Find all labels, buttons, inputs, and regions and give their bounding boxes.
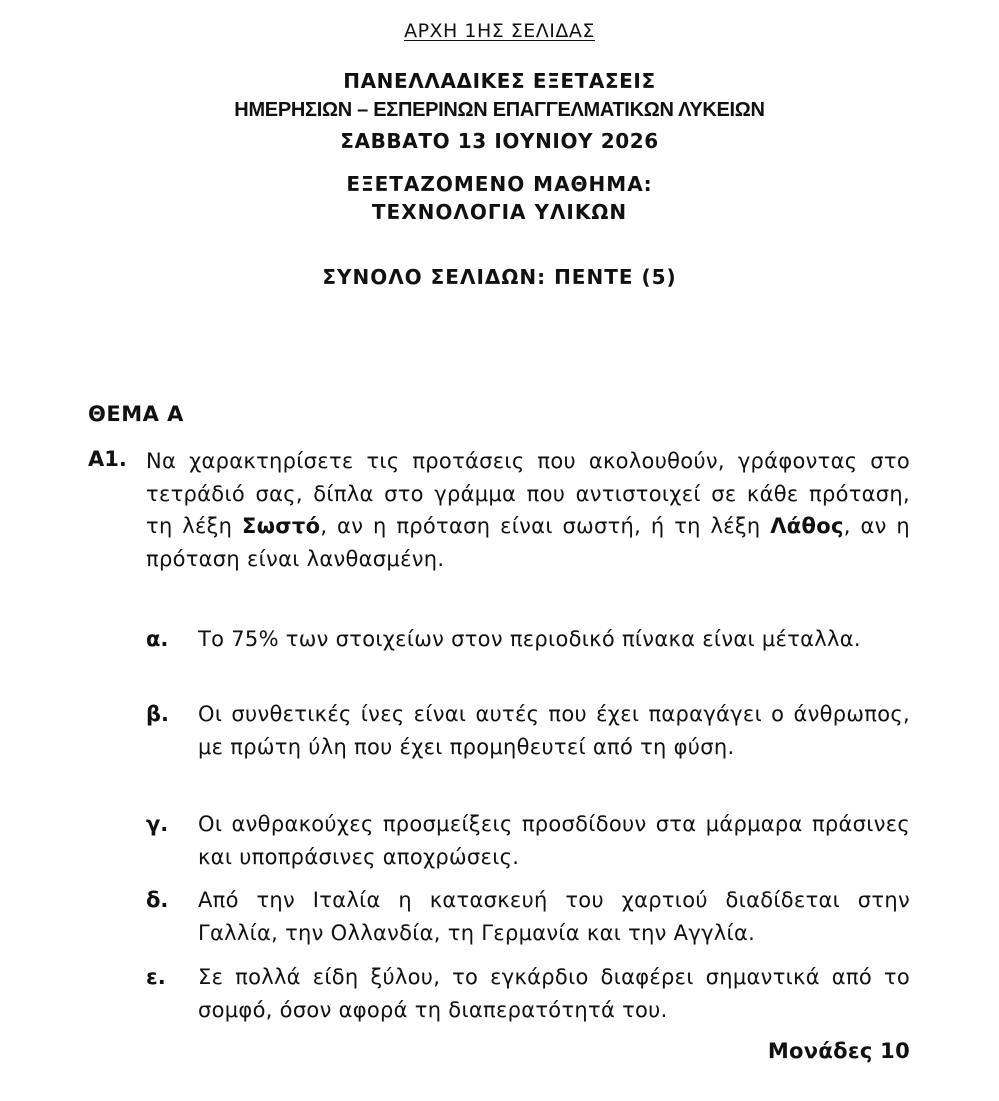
question-text-part3: , αν η πρόταση είναι λανθασμένη. (146, 514, 910, 571)
school-type: ΗΜΕΡΗΣΙΩΝ – ΕΣΠΕΡΙΝΩΝ ΕΠΑΓΓΕΛΜΑΤΙΚΩΝ ΛΥΚΕΙΩΝ (234, 99, 765, 121)
question-text (146, 445, 910, 575)
section-title: ΘΕΜΑ Α (88, 402, 184, 426)
question-label: Α1. (88, 447, 127, 471)
statement-text: Οι συνθετικές ίνες είναι αυτές που έχει παραγάγει ο άνθρωπος, με πρώτη ύλη που έχει προμηθευτεί από τη φύση. (198, 702, 910, 759)
statement-item (146, 623, 910, 656)
subject-name: ΤΕΧΝΟΛΟΓΙΑ ΥΛΙΚΩΝ (371, 200, 628, 224)
question-text-part1: Να χαρακτηρίσετε τις προτάσεις που ακολουθούν, γράφοντας στο τετράδιό σας, δίπλα στο γράμμα που αντιστοιχεί σε κάθε πρόταση, τη λέξη (146, 449, 910, 538)
marks-label: Μονάδες 10 (767, 1039, 910, 1063)
exam-date: ΣΑΒΒΑΤΟ 13 ΙΟΥΝΙΟΥ 2026 (340, 129, 659, 153)
statement-text: Οι ανθρακούχες προσμείξεις προσδίδουν στα μάρμαρα πράσινες και υποπράσινες αποχρώσεις. (198, 812, 910, 869)
statement-letter: β. (146, 702, 170, 726)
subject-label: ΕΞΕΤΑΖΟΜΕΝΟ ΜΑΘΗΜΑ: (346, 172, 653, 196)
statement-item (146, 808, 910, 873)
statement-text: Το 75% των στοιχείων στον περιοδικό πίνακα είναι μέταλλα. (198, 627, 861, 651)
statement-item (146, 884, 910, 949)
statement-item (146, 698, 910, 763)
word-true: Σωστό (242, 514, 321, 538)
statement-text: Σε πολλά είδη ξύλου, το εγκάρδιο διαφέρει σημαντικά από το σομφό, όσον αφορά τη διαπερατότητά του. (198, 965, 910, 1022)
statement-letter: γ. (146, 812, 169, 836)
question-text-part2: , αν η πρόταση είναι σωστή, ή τη λέξη (320, 514, 771, 538)
statement-item (146, 961, 910, 1026)
total-pages: ΣΥΝΟΛΟ ΣΕΛΙΔΩΝ: ΠΕΝΤΕ (5) (322, 265, 677, 289)
statement-letter: ε. (146, 965, 166, 989)
page-start-marker: ΑΡΧΗ 1ΗΣ ΣΕΛΙΔΑΣ (404, 20, 595, 42)
statement-text: Από την Ιταλία η κατασκευή του χαρτιού διαδίδεται στην Γαλλία, την Ολλανδία, τη Γερμανία και την Αγγλία. (198, 888, 910, 945)
statement-letter: α. (146, 627, 169, 651)
word-false: Λάθος (770, 514, 844, 538)
statement-letter: δ. (146, 888, 169, 912)
exam-name: ΠΑΝΕΛΛΑΔΙΚΕΣ ΕΞΕΤΑΣΕΙΣ (343, 69, 656, 93)
